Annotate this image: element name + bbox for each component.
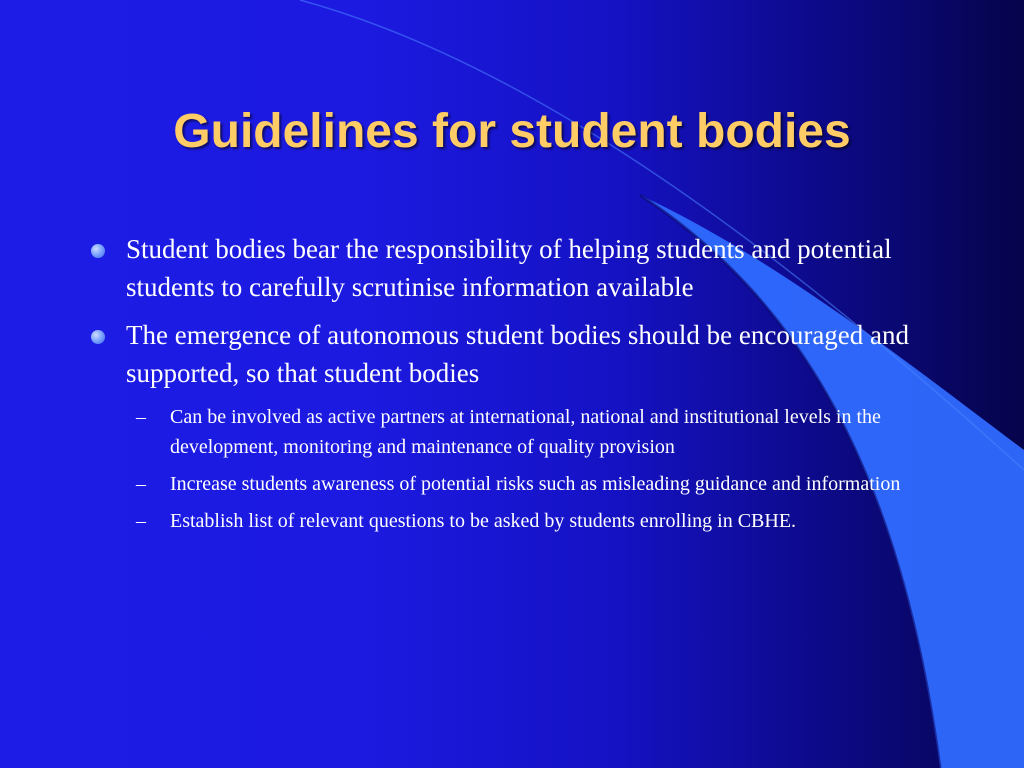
bullet-dot-icon [91,330,105,344]
bullet-text: The emergence of autonomous student bodies should be encouraged and supported, so that student bodies [126,320,910,388]
dash-icon: – [136,473,146,495]
bullet-item [86,316,946,392]
bullet-text: Student bodies bear the responsibility of helping students and potential students to carefully scrutinise information available [126,234,892,302]
bullet-list [86,230,946,543]
sub-bullet-text: Can be involved as active partners at international, national and institutional levels in the development, monitoring and maintenance of quality provision [170,406,881,458]
sub-bullet-text: Establish list of relevant questions to be asked by students enrolling in CBHE. [170,510,797,532]
sub-bullet-item [126,469,946,499]
dash-icon: – [136,406,146,428]
sub-bullet-item [126,402,946,462]
sub-bullet-item [126,506,946,536]
dash-icon: – [136,510,146,532]
bullet-item [86,230,946,306]
slide-title: Guidelines for student bodies [173,105,851,158]
bullet-dot-icon [91,244,105,258]
sub-bullet-text: Increase students awareness of potential risks such as misleading guidance and information [170,473,901,495]
